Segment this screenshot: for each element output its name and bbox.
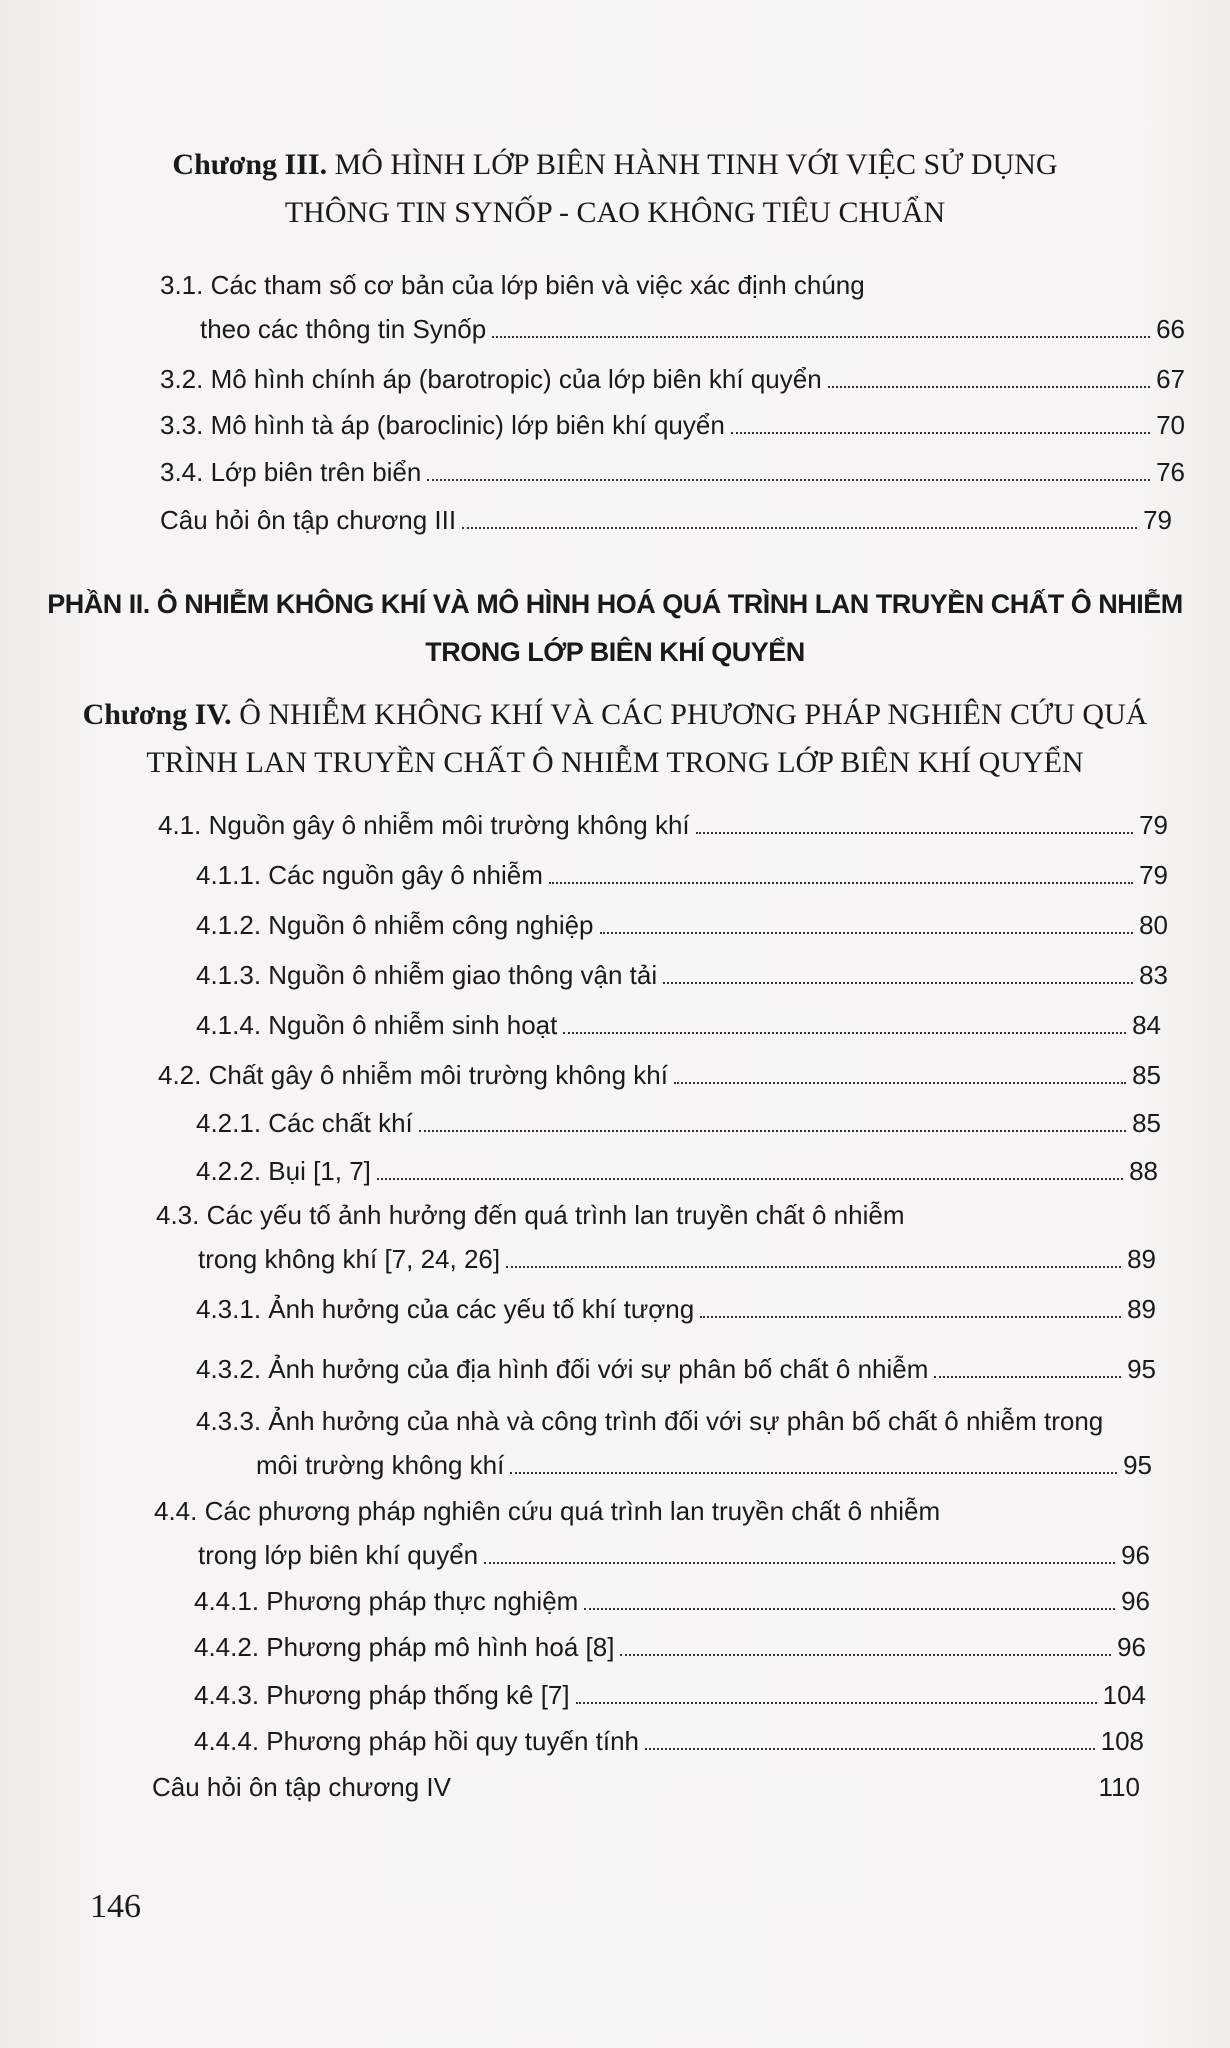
dot-leader xyxy=(828,386,1150,388)
toc-entry-page: 85 xyxy=(1132,1060,1161,1090)
toc-entry-4-1-2 xyxy=(196,908,1168,942)
toc-entry-4-1-4 xyxy=(196,1008,1161,1042)
toc-entry-page: 76 xyxy=(1156,457,1185,487)
toc-entry-4-2 xyxy=(158,1058,1161,1092)
dot-leader xyxy=(663,982,1133,984)
toc-entry-text: trong không khí [7, 24, 26] xyxy=(198,1244,501,1274)
toc-entry-text: 4.2.2. Bụi [1, 7] xyxy=(196,1156,371,1186)
toc-entry-text: 4.4.3. Phương pháp thống kê [7] xyxy=(194,1680,570,1710)
toc-entry-4-1 xyxy=(158,808,1168,842)
toc-entry-page: 96 xyxy=(1121,1586,1150,1616)
toc-entry-4-4-line1: 4.4. Các phương pháp nghiên cứu quá trình lan truyền chất ô nhiễm xyxy=(154,1496,941,1526)
dot-leader xyxy=(510,1472,1117,1474)
toc-entry-4-4-2 xyxy=(194,1630,1146,1664)
toc-entry-text: 4.4.1. Phương pháp thực nghiệm xyxy=(194,1586,579,1616)
toc-entry-text: 4.1.2. Nguồn ô nhiễm công nghiệp xyxy=(196,910,594,940)
toc-entry-4-4-1 xyxy=(194,1584,1150,1618)
dot-leader xyxy=(506,1266,1121,1268)
toc-entry-text: 4.2. Chất gây ô nhiễm môi trường không khí xyxy=(158,1060,668,1090)
toc-entry-page: 79 xyxy=(1139,810,1168,840)
dot-leader xyxy=(600,932,1134,934)
toc-entry-text: 4.1. Nguồn gây ô nhiễm môi trường không khí xyxy=(158,810,690,840)
chapter-3-title-line1: MÔ HÌNH LỚP BIÊN HÀNH TINH VỚI VIỆC SỬ DỤNG xyxy=(334,148,1058,181)
dot-leader xyxy=(645,1748,1095,1750)
toc-entry-page: 80 xyxy=(1139,910,1168,940)
toc-entry-text: 3.2. Mô hình chính áp (barotropic) của lớp biên khí quyển xyxy=(160,364,822,394)
dot-leader xyxy=(492,336,1150,338)
toc-entry-page: 88 xyxy=(1129,1156,1158,1186)
dot-leader xyxy=(576,1702,1097,1704)
chapter-4-label: Chương IV. xyxy=(82,698,232,731)
part-2-heading-line2: TRONG LỚP BIÊN KHÍ QUYỂN xyxy=(425,637,805,667)
dot-leader xyxy=(700,1316,1121,1318)
toc-entry-3-1 xyxy=(200,312,1185,346)
toc-entry-text: môi trường không khí xyxy=(256,1450,505,1480)
toc-entry-text: 4.4.4. Phương pháp hồi quy tuyến tính xyxy=(194,1726,639,1756)
dot-leader xyxy=(584,1608,1115,1610)
toc-entry-text: Câu hỏi ôn tập chương III xyxy=(160,505,457,535)
dot-leader xyxy=(674,1082,1126,1084)
chapter-4-title-line2: TRÌNH LAN TRUYỀN CHẤT Ô NHIỄM TRONG LỚP BIÊN KHÍ QUYỂN xyxy=(146,746,1084,779)
chapter-3-label: Chương III. xyxy=(172,148,328,181)
chapter-3-title-line2: THÔNG TIN SYNỐP - CAO KHÔNG TIÊU CHUẨN xyxy=(284,196,946,229)
dot-leader xyxy=(462,527,1137,529)
dot-leader xyxy=(549,882,1133,884)
toc-entry-page: 83 xyxy=(1139,960,1168,990)
toc-entry-text: trong lớp biên khí quyển xyxy=(198,1540,479,1570)
dot-leader xyxy=(457,1794,1093,1796)
chapter-4-title-line1: Ô NHIỄM KHÔNG KHÍ VÀ CÁC PHƯƠNG PHÁP NGHIÊN CỨU QUÁ xyxy=(239,698,1148,731)
toc-entry-page: 96 xyxy=(1117,1632,1146,1662)
chapter-3-heading-line1 xyxy=(0,140,1230,190)
toc-entry-ch4-review xyxy=(152,1770,1140,1804)
toc-entry-page: 79 xyxy=(1139,860,1168,890)
toc-entry-3-2 xyxy=(160,362,1185,396)
toc-entry-page: 89 xyxy=(1127,1244,1156,1274)
toc-entry-text: 4.3.1. Ảnh hưởng của các yếu tố khí tượng xyxy=(196,1294,695,1324)
toc-entry-page: 66 xyxy=(1156,314,1185,344)
toc-entry-page: 104 xyxy=(1102,1680,1146,1710)
toc-entry-4-1-1 xyxy=(196,858,1168,892)
chapter-4-heading-line1 xyxy=(0,690,1230,740)
dot-leader xyxy=(484,1562,1115,1564)
toc-entry-4-3-2 xyxy=(196,1352,1156,1386)
toc-entry-4-1-3 xyxy=(196,958,1168,992)
dot-leader xyxy=(696,832,1133,834)
toc-entry-page: 95 xyxy=(1123,1450,1152,1480)
dot-leader xyxy=(377,1178,1123,1180)
toc-entry-text: 4.1.3. Nguồn ô nhiễm giao thông vận tải xyxy=(196,960,658,990)
toc-entry-text: 4.1.4. Nguồn ô nhiễm sinh hoạt xyxy=(196,1010,558,1040)
toc-entry-page: 108 xyxy=(1100,1726,1144,1756)
toc-entry-text: 4.3.2. Ảnh hưởng của địa hình đối với sự phân bố chất ô nhiễm xyxy=(196,1354,929,1384)
toc-entry-text: 4.1.1. Các nguồn gây ô nhiễm xyxy=(196,860,543,890)
toc-entry-text: 3.4. Lớp biên trên biển xyxy=(160,457,422,487)
part-2-heading-line1: PHẦN II. Ô NHIỄM KHÔNG KHÍ VÀ MÔ HÌNH HOÁ QUÁ TRÌNH LAN TRUYỀN CHẤT Ô NHIỄM xyxy=(47,589,1183,619)
toc-entry-page: 79 xyxy=(1143,505,1172,535)
toc-entry-4-3-3-line1: 4.3.3. Ảnh hưởng của nhà và công trình đối với sự phân bố chất ô nhiễm trong xyxy=(196,1406,1104,1436)
toc-entry-page: 96 xyxy=(1121,1540,1150,1570)
toc-entry-page: 85 xyxy=(1132,1108,1161,1138)
toc-entry-4-3-1 xyxy=(196,1292,1156,1326)
toc-entry-4-2-2 xyxy=(196,1154,1158,1188)
toc-entry-page: 67 xyxy=(1156,364,1185,394)
toc-entry-4-4-4 xyxy=(194,1724,1144,1758)
toc-entry-3-1-line1: 3.1. Các tham số cơ bản của lớp biên và việc xác định chúng xyxy=(160,270,865,300)
page-number: 146 xyxy=(90,1888,141,1925)
toc-entry-page: 89 xyxy=(1127,1294,1156,1324)
dot-leader xyxy=(620,1654,1111,1656)
toc-entry-4-3-3 xyxy=(256,1448,1152,1482)
dot-leader xyxy=(427,479,1150,481)
toc-entry-3-3 xyxy=(160,408,1185,442)
dot-leader xyxy=(934,1376,1121,1378)
dot-leader xyxy=(731,432,1150,434)
toc-entry-page: 70 xyxy=(1156,410,1185,440)
toc-entry-page: 95 xyxy=(1127,1354,1156,1384)
toc-entry-page: 84 xyxy=(1132,1010,1161,1040)
toc-entry-text: 4.2.1. Các chất khí xyxy=(196,1108,413,1138)
toc-entry-3-4 xyxy=(160,455,1185,489)
toc-entry-text: theo các thông tin Synốp xyxy=(200,314,487,344)
toc-entry-4-4-3 xyxy=(194,1678,1146,1712)
toc-entry-4-2-1 xyxy=(196,1106,1161,1140)
toc-entry-text: 4.4.2. Phương pháp mô hình hoá [8] xyxy=(194,1632,615,1662)
dot-leader xyxy=(563,1032,1126,1034)
toc-entry-4-3-line1: 4.3. Các yếu tố ảnh hưởng đến quá trình lan truyền chất ô nhiễm xyxy=(156,1200,905,1230)
dot-leader xyxy=(419,1130,1126,1132)
toc-entry-4-3 xyxy=(198,1242,1156,1276)
toc-entry-page: 110 xyxy=(1098,1772,1140,1802)
toc-entry-text: Câu hỏi ôn tập chương IV xyxy=(152,1772,451,1802)
toc-entry-4-4 xyxy=(198,1538,1150,1572)
toc-entry-ch3-review xyxy=(160,503,1172,537)
toc-entry-text: 3.3. Mô hình tà áp (baroclinic) lớp biên khí quyển xyxy=(160,410,725,440)
